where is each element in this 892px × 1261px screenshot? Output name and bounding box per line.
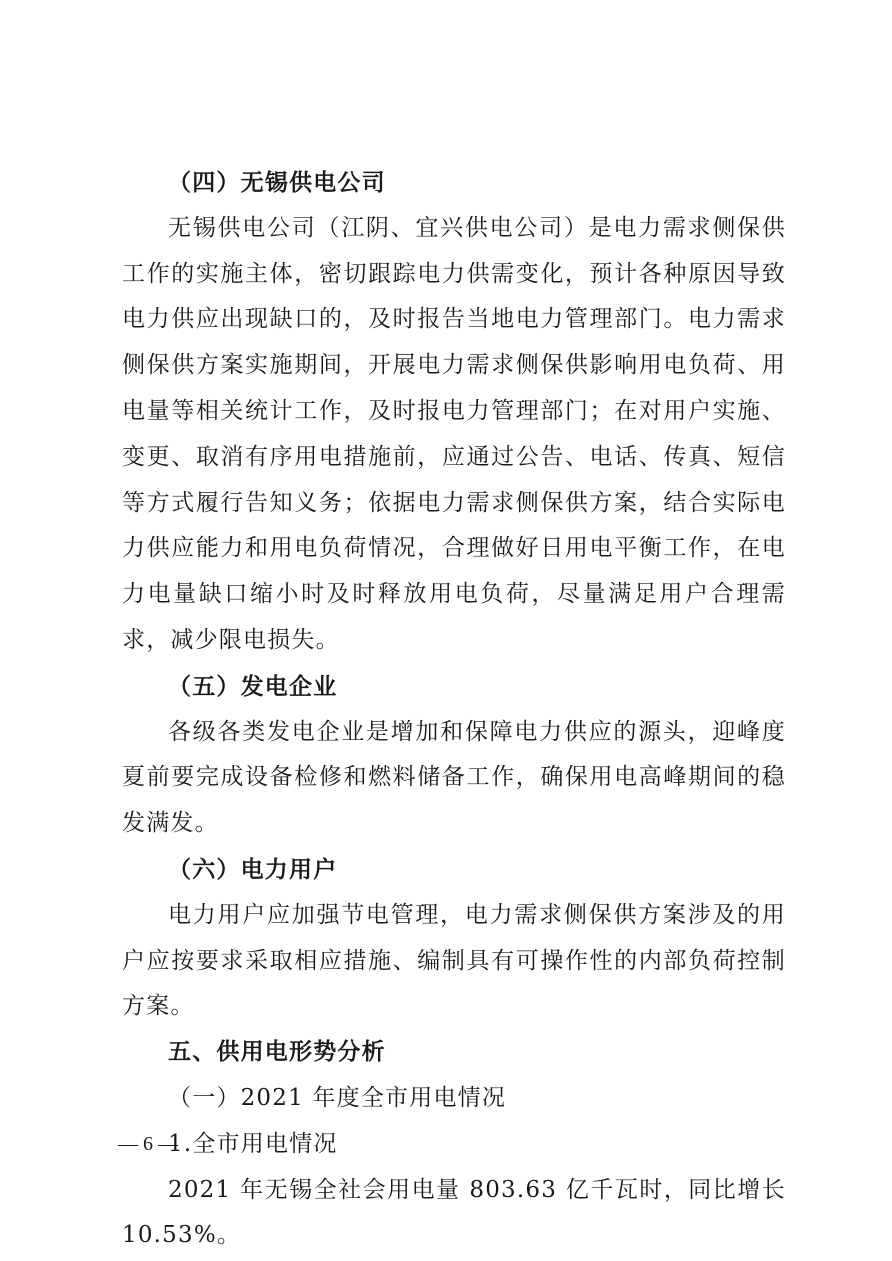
document-body: [122, 160, 786, 1259]
section-heading-power-users: （六）电力用户: [168, 855, 338, 883]
paragraph-power-generation: 各级各类发电企业是增加和保障电力供应的源头，迎峰度夏前要完成设备检修和燃料储备工作，确保用电高峰期间的稳发满发。: [122, 718, 786, 837]
chapter-heading-supply-demand-analysis: 五、供用电形势分析: [168, 1039, 386, 1066]
page-number: — 6 —: [118, 1133, 178, 1155]
subsection-heading-city-usage: 1.全市用电情况: [168, 1130, 338, 1157]
paragraph-power-users: 电力用户应加强节电管理，电力需求侧保供方案涉及的用户应按要求采取相应措施、编制具有可操作性的内部负荷控制方案。: [122, 901, 786, 1020]
section-heading-power-generation: （五）发电企业: [168, 672, 338, 700]
section-heading-wuxi-power-supply: （四）无锡供电公司: [168, 169, 386, 196]
paragraph-wuxi-power-supply: 无锡供电公司（江阴、宜兴供电公司）是电力需求侧保供工作的实施主体，密切跟踪电力供需变化，预计各种原因导致电力供应出现缺口的，及时报告当地电力管理部门。电力需求侧保供方案实施期间，开展电力需求侧保供影响用电负荷、用电量等相关统计工作，及时报电力管理部门；在对用户实施、变更、取消有序用电措施前，应通过公告、电话、传真、短信等方式履行告知义务；依据电力需求侧保供方案，结合实际电力供应能力和用电负荷情况，合理做好日用电平衡工作，在电力电量缺口缩小时及时释放用电负荷，尽量满足用户合理需求，减少限电损失。: [122, 214, 786, 653]
section-heading-2021-usage: （一）2021 年度全市用电情况: [168, 1084, 507, 1111]
paragraph-2021-usage: 2021 年无锡全社会用电量 803.63 亿千瓦时，同比增长10.53%。: [122, 1176, 786, 1249]
